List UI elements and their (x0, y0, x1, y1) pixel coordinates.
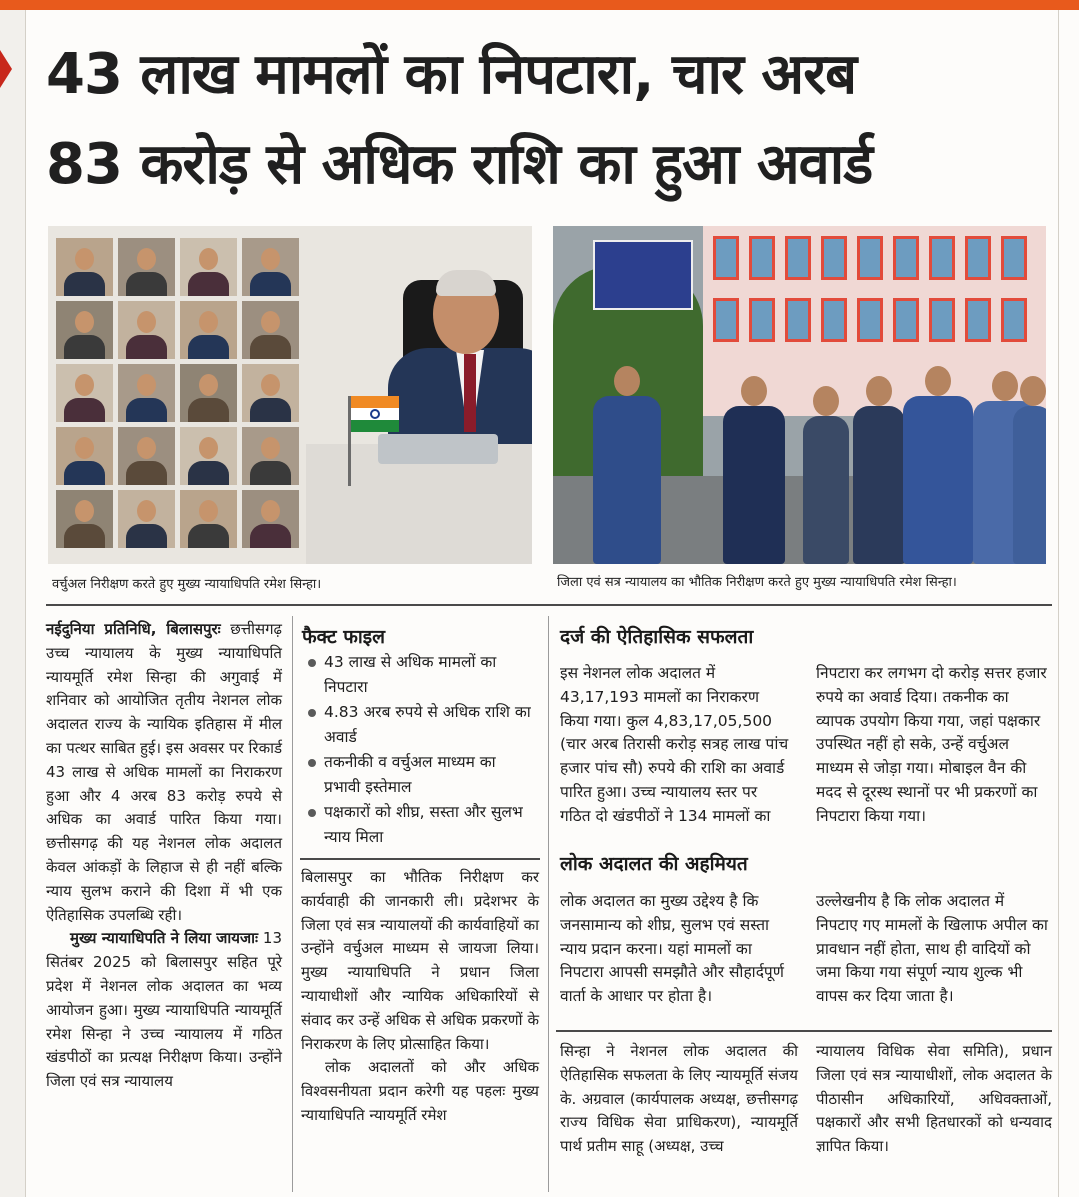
virtual-inspection-photo (48, 226, 532, 564)
monitor (378, 434, 498, 464)
participant-tile (242, 427, 299, 485)
right-neighbor-column-fragment (1058, 10, 1079, 1197)
participant-tile (180, 490, 237, 548)
article-column-2 (301, 866, 539, 1128)
fact-item: पक्षकारों को शीघ्र, सस्ता और सुलभ न्याय मिला (306, 800, 536, 849)
headline-line-2: 83 करोड़ से अधिक राशि का हुआ अवार्ड (46, 132, 873, 197)
fact-item: तकनीकी व वर्चुअल माध्यम का प्रभावी इस्तेमाल (306, 750, 536, 799)
caption-divider (46, 604, 1052, 606)
article-column-1 (46, 618, 282, 1094)
participant-tile (118, 301, 175, 359)
headline-line-1: 43 लाख मामलों का निपटारा, चार अरब (46, 42, 857, 107)
box-divider (556, 1030, 1052, 1032)
bullet-icon (308, 709, 316, 717)
participant-tile (56, 301, 113, 359)
bullet-icon (308, 809, 316, 817)
participant-tile (118, 238, 175, 296)
bullet-icon (308, 759, 316, 767)
fact-file-title: फैक्ट फाइल (302, 626, 385, 648)
top-color-strip (0, 0, 1079, 10)
participant-tile (56, 238, 113, 296)
importance-text-right: उल्लेखनीय है कि लोक अदालत में निपटाए गए मामलों के खिलाफ अपील का प्रावधान नहीं होता, साथ ही वादियों को जमा किया गया संपूर्ण न्याय शुल्क भी वापस कर दिया जाता है। (816, 892, 1048, 1006)
historic-success-text-right: निपटारा कर लगभग दो करोड़ सत्तर हजार रुपये का अवार्ड दिया। तकनीक का व्यापक उपयोग किया गया, जहां पक्षकार उपस्थित नहीं हो सके, उन्हें वर्चुअल माध्यम से जोड़ा गया। मोबाइल वैन की मदद से दूरस्थ स्थानों पर भी प्रकरणों का निपटारा किया गया। (816, 664, 1047, 825)
participant-tile (56, 427, 113, 485)
participant-tile (180, 427, 237, 485)
participant-tile (242, 238, 299, 296)
indian-flag-icon (351, 396, 399, 432)
article-column-3: सिन्हा ने नेशनल लोक अदालत की ऐतिहासिक सफलता के लिए न्यायमूर्ति संजय के. अग्रवाल (कार्यपालक अध्यक्ष, छत्तीसगढ़ राज्य विधिक सेवा प्राधिकरण), न्यायमूर्ति पार्थ प्रतीम साहू (अध्यक्ष, उच्च (560, 1042, 798, 1156)
historic-success-title: दर्ज की ऐतिहासिक सफलता (560, 626, 754, 648)
left-photo-caption: वर्चुअल निरीक्षण करते हुए मुख्य न्यायाधिपति रमेश सिन्हा। (52, 577, 322, 592)
court-signboard (593, 240, 693, 310)
fact-item: 43 लाख से अधिक मामलों का निपटारा (306, 650, 536, 699)
paragraph-3: बिलासपुर का भौतिक निरीक्षण कर कार्यवाही की जानकारी ली। प्रदेशभर के जिला एवं सत्र न्यायालयों की कार्यवाहियों का उन्होंने वर्चुअल माध्यम से जायजा लिया। मुख्य न्यायाधिपति ने प्रधान जिला न्यायाधीशों और न्यायिक अधिकारियों से संवाद कर उन्हें अधिक से अधिक प्रकरणों के निराकरण के लिए प्रोत्साहित किया। (301, 868, 539, 1053)
fact-file-divider (300, 858, 540, 860)
left-neighbor-column-fragment (0, 10, 26, 1197)
participant-tile (118, 490, 175, 548)
participant-tile (118, 364, 175, 422)
paragraph-4: लोक अदालतों को और अधिक विश्वसनीयता प्रदान करेगी यह पहलः मुख्य न्यायाधिपति न्यायमूर्ति रमेश (301, 1058, 539, 1124)
participant-tile (242, 490, 299, 548)
paragraph-2: 13 सितंबर 2025 को बिलासपुर सहित पूरे प्रदेश में नेशनल लोक अदालत का भव्य आयोजन हुआ। मुख्य न्यायाधिपति न्यायमूर्ति रमेश सिन्हा ने उच्च न्यायालय में गठित खंडपीठों का प्रत्यक्ष निरीक्षण किया। उन्होंने जिला एवं सत्र न्यायालय (46, 929, 282, 1091)
lok-adalat-importance-title: लोक अदालत की अहमियत (560, 853, 748, 875)
right-photo-caption: जिला एवं सत्र न्यायालय का भौतिक निरीक्षण करते हुए मुख्य न्यायाधिपति रमेश सिन्हा। (557, 575, 957, 590)
arrow-mark-icon (0, 50, 12, 88)
dateline: नईदुनिया प्रतिनिधि, बिलासपुरः (46, 620, 221, 638)
historic-success-text-left: इस नेशनल लोक अदालत में 43,17,193 मामलों का निराकरण किया गया। कुल 4,83,17,05,500 (चार अरब तिरासी करोड़ सत्रह लाख पांच हजार पांच सौ) रुपये की राशि का अवार्ड पारित हुआ। उच्च न्यायालय स्तर पर गठित दो खंडपीठों ने 134 मामलों का (560, 664, 789, 825)
bullet-icon (308, 659, 316, 667)
subheading: मुख्य न्यायाधिपति ने लिया जायजाः (70, 929, 259, 948)
participant-tile (118, 427, 175, 485)
participant-tile (180, 301, 237, 359)
participant-tile (180, 238, 237, 296)
headline (46, 30, 1046, 210)
participant-tile (180, 364, 237, 422)
participant-tile (56, 490, 113, 548)
paragraph-1: छत्तीसगढ़ उच्च न्यायालय के मुख्य न्यायाधिपति न्यायमूर्ति रमेश सिन्हा की अगुवाई में शनिवार को आयोजित तृतीय नेशनल लोक अदालत राज्य के न्यायिक इतिहास में मील का पत्थर साबित हुई। इस अवसर पर रिकार्ड 43 लाख से अधिक मामलों का निराकरण हुआ और 4 अरब 83 करोड़ रुपये से अधिक का अवार्ड पारित किया गया। छत्तीसगढ़ की यह नेशनल लोक अदालत केवल आंकड़ों के लिहाज से ही नहीं बल्कि न्याय सुलभ कराने की दिशा में भी एक ऐतिहासिक उपलब्धि रही। (46, 620, 282, 924)
importance-text-left: लोक अदालत का मुख्य उद्देश्य है कि जनसामान्य को शीघ्र, सुलभ एवं सस्ता न्याय प्रदान करना। यहां मामलों का निपटारा आपसी समझौते और सौहार्दपूर्ण वार्ता के आधार पर होता है। (560, 892, 784, 1006)
participant-tile (242, 301, 299, 359)
physical-inspection-photo (553, 226, 1046, 564)
fact-item: 4.83 अरब रुपये से अधिक राशि का अवार्ड (306, 700, 536, 749)
participant-tile (56, 364, 113, 422)
article-column-4: न्यायालय विधिक सेवा समिति), प्रधान जिला एवं सत्र न्यायाधीशों, लोक अदालत के पीठासीन अधिकारियों, अधिवक्ताओं, पक्षकारों और सभी हितधारकों को धन्यवाद ज्ञापित किया। (816, 1042, 1052, 1156)
fact-file-list (306, 650, 536, 850)
participant-tile (242, 364, 299, 422)
